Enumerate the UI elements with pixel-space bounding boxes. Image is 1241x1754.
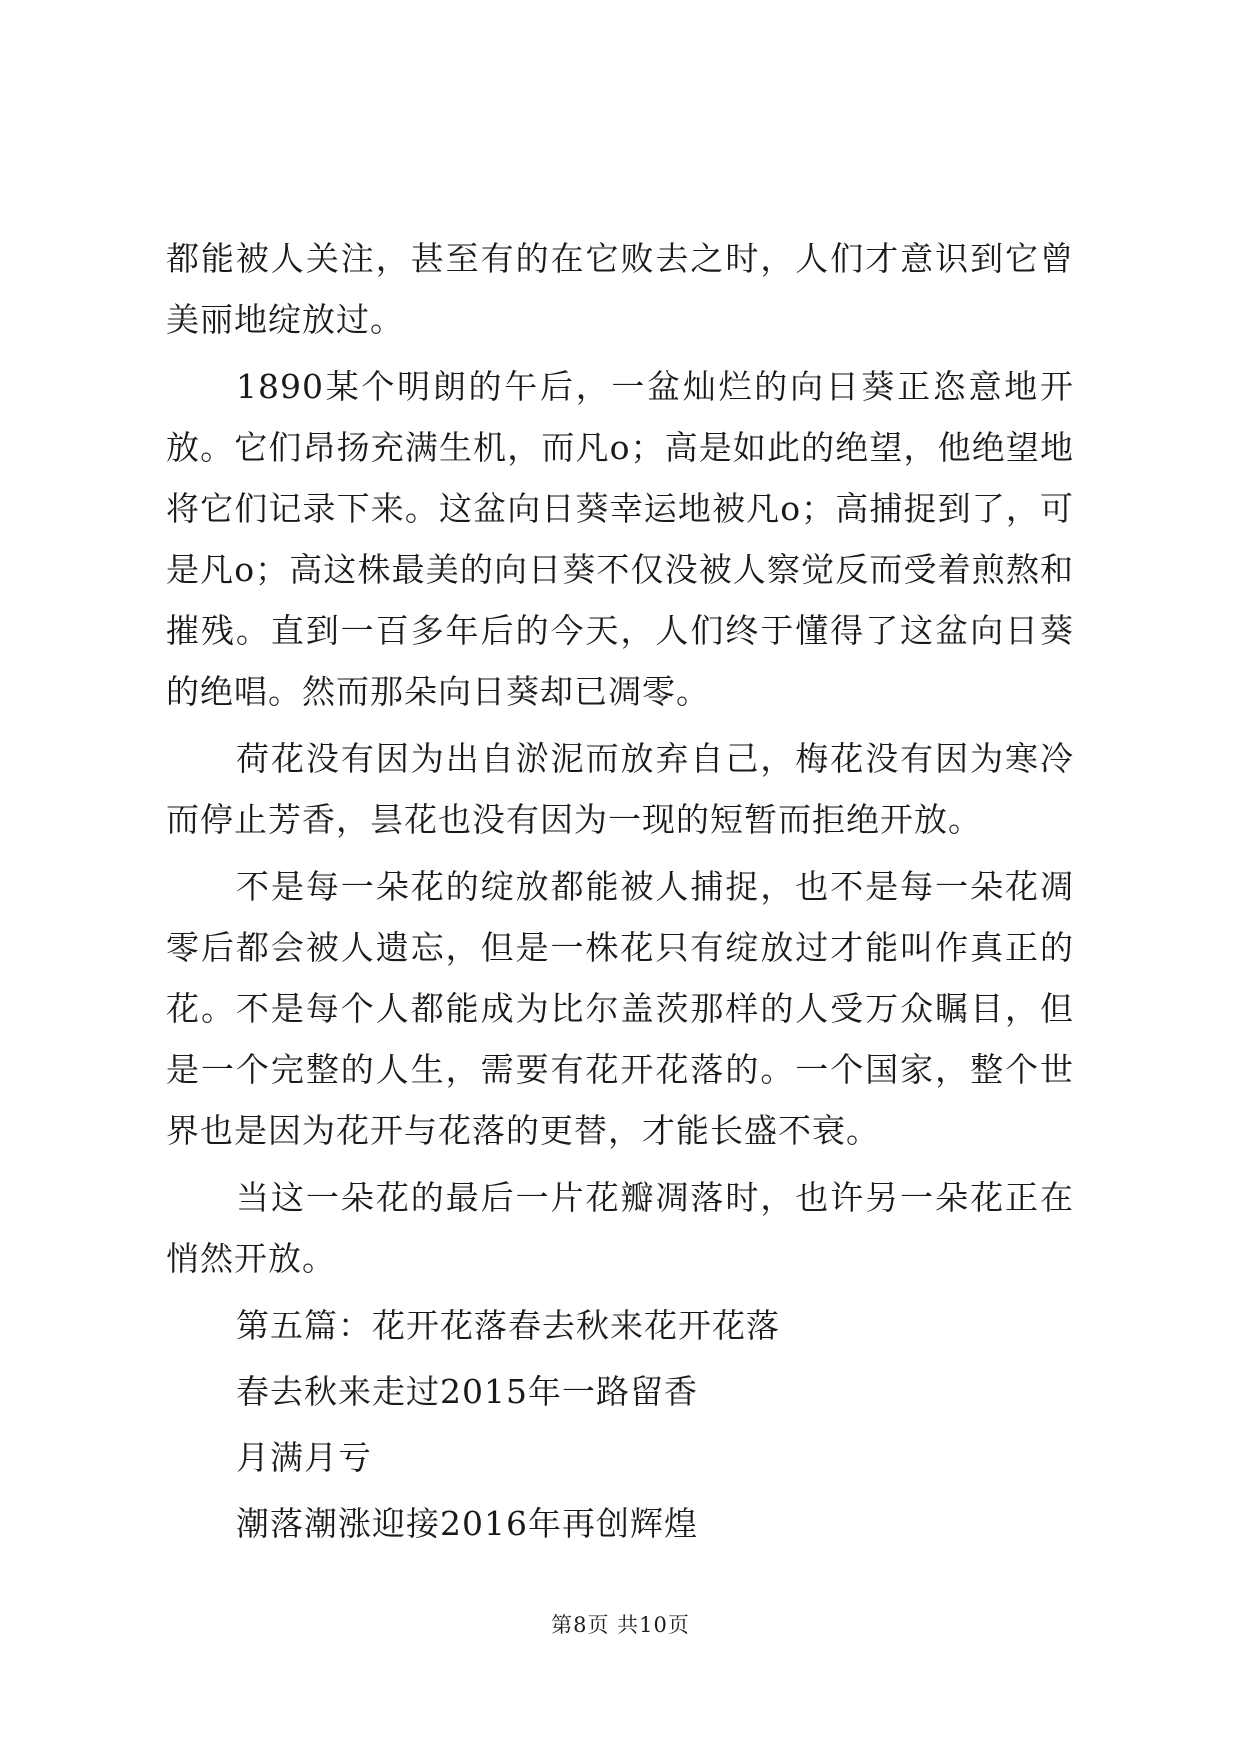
paragraph: 不是每一朵花的绽放都能被人捕捉，也不是每一朵花凋零后都会被人遗忘，但是一株花只有绽放过才能叫作真正的花。不是每个人都能成为比尔盖茨那样的人受万众瞩目，但是一个完整的人生，需要有花开花落的。一个国家，整个世界也是因为花开与花落的更替，才能长盛不衰。: [166, 867, 1074, 1150]
text-line: 月满月亏: [236, 1438, 372, 1477]
paragraph: 1890某个明朗的午后，一盆灿烂的向日葵正恣意地开放。它们昂扬充满生机，而凡o；高是如此的绝望，他绝望地将它们记录下来。这盆向日葵幸运地被凡o；高捕捉到了，可是凡o；高这株最美的向日葵不仅没被人察觉反而受着煎熬和摧残。直到一百多年后的今天，人们终于懂得了这盆向日葵的绝唱。然而那朵向日葵却已凋零。: [166, 367, 1074, 711]
paragraph: 当这一朵花的最后一片花瓣凋落时，也许另一朵花正在悄然开放。: [166, 1178, 1074, 1278]
section-heading: 第五篇：花开花落春去秋来花开花落: [236, 1306, 780, 1345]
document-body: [166, 228, 1074, 1559]
page-footer: 第8页 共10页: [551, 1613, 690, 1637]
text-line: 春去秋来走过2015年一路留香: [236, 1372, 698, 1411]
text-line: 潮落潮涨迎接2016年再创辉煌: [236, 1504, 698, 1543]
paragraph: 都能被人关注，甚至有的在它败去之时，人们才意识到它曾美丽地绽放过。: [166, 239, 1074, 339]
paragraph: 荷花没有因为出自淤泥而放弃自己，梅花没有因为寒冷而停止芳香，昙花也没有因为一现的短暂而拒绝开放。: [166, 739, 1074, 839]
